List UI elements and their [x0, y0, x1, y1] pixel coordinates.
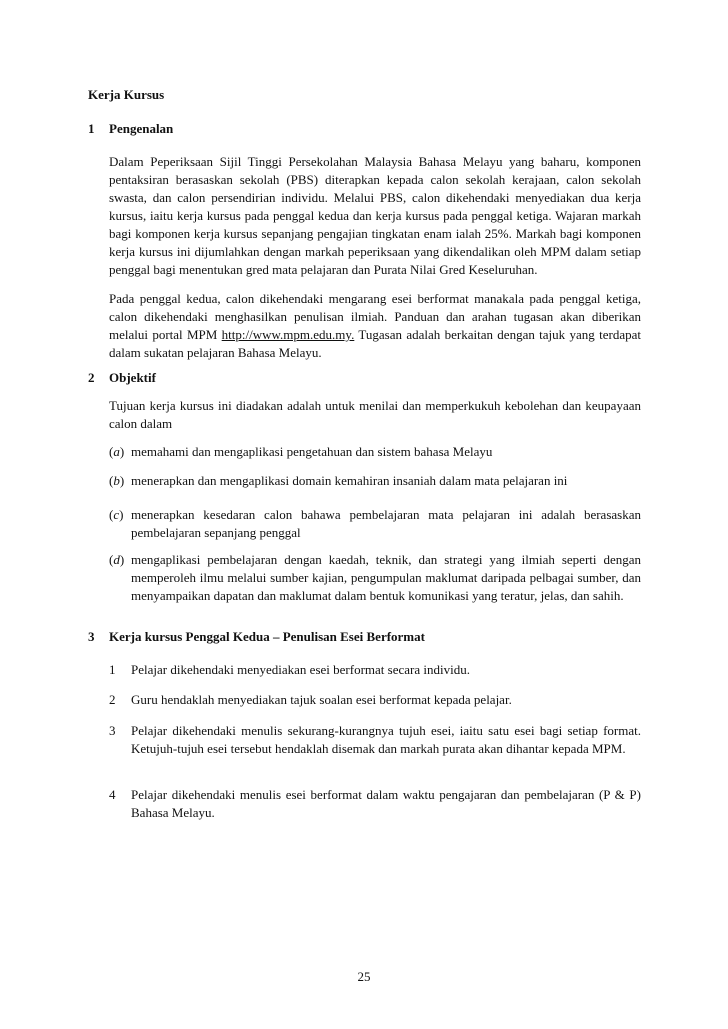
intro-paragraph-1: Dalam Peperiksaan Sijil Tinggi Persekolahan Malaysia Bahasa Melayu yang baharu, komponen pentaksiran berasaskan sekolah (PBS) diterapkan kepada calon sekolah kerajaan, calon sekolah swasta, dan calon persendirian individu. Melalui PBS, calon dikehendaki menyediakan dua kerja kursus, iaitu kerja kursus pada penggal kedua dan kerja kursus pada penggal ketiga. Wajaran markah bagi komponen kerja kursus sepanjang pengajian tingkatan enam ialah 25%. Markah bagi komponen kerja kursus ini dijumlahkan dengan markah peperiksaan yang dikendalikan oleh MPM dalam setiap penggal bagi menentukan gred mata pelajaran dan Purata Nilai Gred Keseluruhan. — [109, 154, 641, 277]
item-label: (c) — [109, 507, 124, 522]
objective-item — [109, 551, 641, 605]
paragraph-text: Tugasan adalah berkaitan dengan tajuk yang terdapat dalam sukatan pelajaran Bahasa Melayu. — [109, 327, 641, 360]
objective-intro: Tujuan kerja kursus ini diadakan adalah untuk menilai dan memperkukuh kebolehan dan keupayaan calon dalam — [109, 398, 641, 431]
paragraph-text: Pada penggal kedua, calon dikehendaki mengarang esei berformat manakala pada penggal ketiga, calon dikehendaki menghasilkan penulisan ilmiah. Panduan dan arahan tugasan akan diberikan melalui portal MPM — [109, 291, 641, 342]
section-number: 2 — [88, 370, 95, 385]
item-text: menerapkan dan mengaplikasi domain kemahiran insaniah dalam mata pelajaran ini — [131, 473, 568, 488]
item-number: 2 — [109, 692, 116, 707]
mpm-portal-link[interactable]: http://www.mpm.edu.my. — [221, 327, 355, 342]
item-label: (b) — [109, 473, 125, 488]
item-text: memahami dan mengaplikasi pengetahuan dan sistem bahasa Melayu — [131, 444, 493, 459]
section-heading-3 — [88, 628, 425, 646]
item-number: 1 — [109, 662, 116, 677]
objective-item — [109, 506, 641, 542]
item-text: Pelajar dikehendaki menyediakan esei berformat secara individu. — [131, 662, 470, 677]
section-heading-1 — [88, 120, 173, 138]
section-number: 1 — [88, 121, 95, 136]
section-title: Pengenalan — [109, 121, 174, 136]
coursework-item — [109, 722, 641, 758]
section-number: 3 — [88, 629, 95, 644]
item-text: menerapkan kesedaran calon bahawa pembelajaran mata pelajaran ini adalah berasaskan pembelajaran sepanjang penggal — [131, 507, 641, 540]
item-number: 4 — [109, 787, 116, 802]
document-title: Kerja Kursus — [88, 87, 165, 102]
item-number: 3 — [109, 723, 116, 738]
coursework-item — [109, 691, 641, 709]
section-title: Kerja kursus Penggal Kedua – Penulisan Esei Berformat — [109, 629, 425, 644]
objective-item — [109, 443, 641, 461]
item-label: (d) — [109, 552, 125, 567]
coursework-item — [109, 786, 641, 822]
item-text: mengaplikasi pembelajaran dengan kaedah, teknik, dan strategi yang ilmiah seperti dengan memperoleh ilmu melalui sumber kajian, pengumpulan maklumat daripada pelbagai sumber, dan menyampaikan dapatan dan maklumat dalam bentuk komunikasi yang teratur, jelas, dan sahih. — [131, 552, 641, 603]
coursework-item — [109, 661, 641, 679]
intro-paragraph-2 — [109, 290, 641, 362]
item-label: (a) — [109, 444, 125, 459]
section-heading-2 — [88, 369, 156, 387]
item-text: Pelajar dikehendaki menulis sekurang-kurangnya tujuh esei, iaitu satu esei bagi setiap format. Ketujuh-tujuh esei tersebut hendaklah disemak dan markah purata akan dihantar kepada MPM. — [131, 723, 641, 756]
objective-item — [109, 472, 641, 490]
page-number: 25 — [357, 969, 371, 984]
section-title: Objektif — [109, 370, 156, 385]
item-text: Guru hendaklah menyediakan tajuk soalan esei berformat kepada pelajar. — [131, 692, 512, 707]
item-text: Pelajar dikehendaki menulis esei berformat dalam waktu pengajaran dan pembelajaran (P & P) Bahasa Melayu. — [131, 787, 641, 820]
